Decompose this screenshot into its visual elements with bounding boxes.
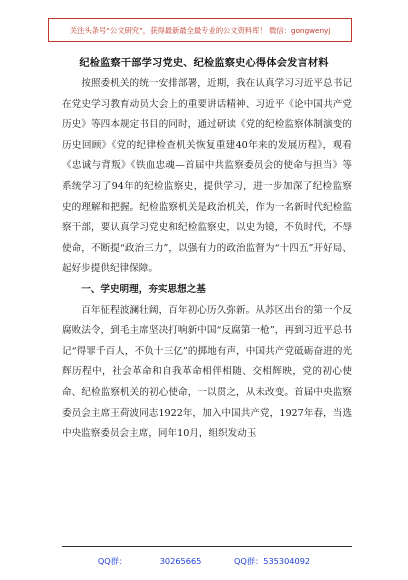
section-heading: 一、学史明理，夯实思想之基 [81,283,206,295]
footer-divider [62,546,352,547]
footer-qq-groups: QQ群： 30265665 QQ群：535304092 [97,556,311,566]
document-body [62,74,352,445]
promo-banner: 关注头条号“公文研究”，获得最新最全最专业的公文资料库！ 微信：gongwenyj [48,18,352,42]
section-paragraph: 百年征程波澜壮阔，百年初心历久弥新。从苏区出台的第一个反腐败法令，到毛主席坚决打响新中国“反腐第一枪”，再到习近平总书记“得罪千百人，不负十三亿”的掷地有声，中国共产党砥砺奋进的光辉历程中，社会革命和自我革命相伴相随、交相辉映，党的初心使命、纪检监察机关的初心使命，一以贯之，从未改变。首届中央监察委员会主席王荷波同志1922年，加入中国共产党，1927年春，当选中央监察委员会主席，同年10月，组织发动玉 [62,304,352,440]
body-paragraph: 按照委机关的统一安排部署，近期，我在认真学习习近平总书记在党史学习教育动员大会上的重要讲话精神、习近平《论中国共产党历史》等四本规定书目的同时，通过研读《党的纪检监察体制演变的历史回顾》《党的纪律检查机关恢复重建40年来的发展历程》，观看《忠诚与背叛》《铁血忠魂—首届中共监察委员会的使命与担当》等系统学习了94年的纪检监察史，提供学习，进一步加深了纪检监察史的理解和把握。纪检监察机关是政治机关，作为一名新时代纪检监察干部，要认真学习党史和纪检监察史，以史为镜，不负时代，不辱使命，不断提“政治三力”，以强有力的政治监督为“十四五”开好局、起好步提供纪律保障。 [62,78,352,275]
document-title: 纪检监察干部学习党史、纪检监察史心得体会发言材料 [79,58,329,69]
